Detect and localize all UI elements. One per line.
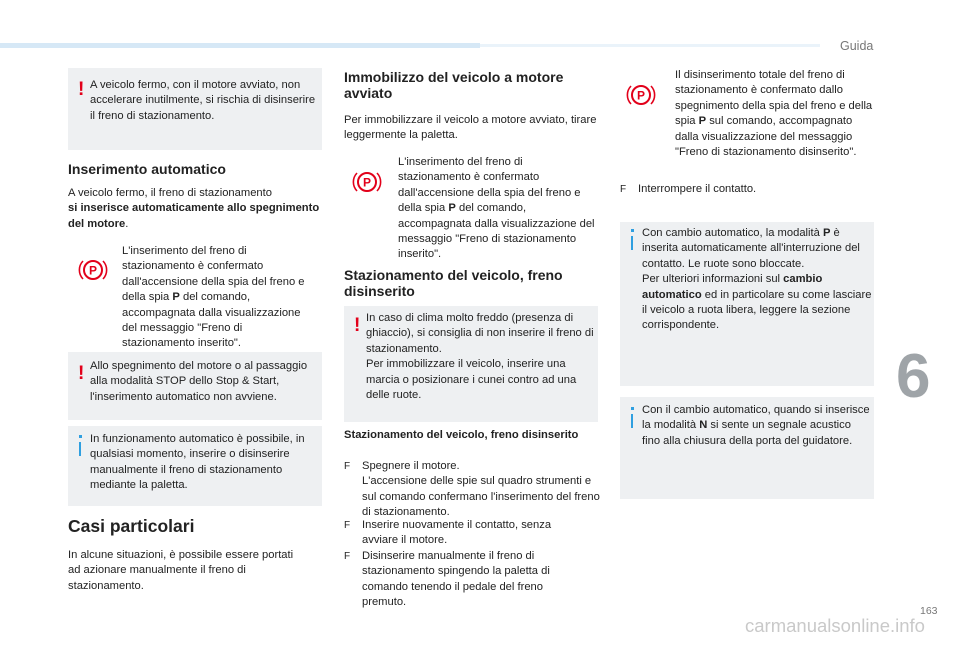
info-box-1: [68, 426, 322, 506]
subsection-title: Stazionamento del veicolo, freno disinserito: [344, 429, 579, 441]
section-label: Guida: [840, 39, 874, 53]
indicator-text-2: L'inserimento del freno di stazionamento è confermato dall'accensione della spia del freno e della spia P del comando, accompagnata dalla visualizzazione del messaggio "Freno di stazionamento inserito".: [398, 156, 595, 261]
info-icon-dot: [631, 229, 634, 232]
section-title-casi-particolari: Casi particolari: [68, 516, 195, 536]
warning-box-3: [344, 306, 598, 422]
exclamation-icon: !: [78, 363, 85, 384]
parking-brake-warning-icon: [78, 255, 108, 285]
header-accent-bar-light: [480, 44, 820, 47]
svg-text:P: P: [362, 175, 372, 190]
warning-box-2: [68, 352, 322, 420]
svg-text:P: P: [636, 88, 646, 103]
step-2: F Inserire nuovamente il contatto, senza avviare il motore.: [344, 518, 600, 549]
info-text-2: Con cambio automatico, la modalità P è inserita automaticamente all'interruzione del contatto. Le ruote sono bloccate. Per ulteriori informazioni sul cambio automatico ed in particolare su come lasciare il veicolo a ruota libera, leggere la sezione corrispondente.: [642, 227, 872, 332]
warning-text-1: A veicolo fermo, con il motore avviato, non accelerare inutilmente, si rischia di disinserire il freno di stazionamento.: [90, 79, 316, 122]
parking-brake-warning-icon: [626, 80, 656, 110]
bullet-marker: F: [344, 461, 351, 472]
step-3: F Disinserire manualmente il freno di stazionamento spingendo la paletta di comando tenendo il pedale del freno premuto.: [344, 549, 600, 611]
watermark: carmanualsonline.info: [745, 615, 925, 636]
section-title-immobilizzo: Immobilizzo del veicolo a motore avviato: [344, 69, 564, 101]
parking-brake-warning-icon: [352, 167, 382, 197]
warning-box-1: [68, 68, 322, 150]
warning-text-3: In caso di clima molto freddo (presenza di ghiaccio), si consiglia di non inserire il freno di stazionamento. Per immobilizzare il veicolo, inserire una marcia o posizionare i cunei contro ad una delle ruote.: [366, 312, 594, 402]
step-4: F Interrompere il contatto.: [620, 182, 874, 197]
info-text-3: Con il cambio automatico, quando si inserisce la modalità N si sente un segnale acustico fino alla chiusura della porta del guidatore.: [642, 404, 870, 447]
section1-lead: A veicolo fermo, il freno di stazionamento si inserisce automaticamente allo spegnimento del motore.: [68, 187, 320, 230]
info-box-2: [620, 222, 874, 386]
warning-text-2: Allo spegnimento del motore o al passaggio alla modalità STOP dello Stop & Start, l'inserimento automatico non avviene.: [90, 360, 308, 403]
info-icon-dot: [79, 435, 82, 438]
svg-text:P: P: [88, 263, 98, 278]
indicator-text-3: Il disinserimento totale del freno di stazionamento è confermato dallo spegnimento della spia del freno e della spia P sul comando, accompagnato dalla visualizzazione del messaggio "Freno di stazionamento disinserito".: [675, 69, 873, 159]
chapter-number: 6: [896, 342, 931, 411]
bullet-marker: F: [344, 520, 351, 531]
info-icon: [631, 236, 633, 250]
bullet-marker: F: [344, 551, 351, 562]
page-number: 163: [920, 605, 938, 617]
step-1: F Spegnere il motore. L'accensione delle spie sul quadro strumenti e sul comando confermano l'inserimento del freno di stazionamento.: [344, 459, 600, 521]
section-title-inserimento: Inserimento automatico: [68, 161, 226, 177]
info-icon: [631, 414, 633, 428]
header-accent-bar: [0, 43, 480, 48]
info-box-3: [620, 397, 874, 499]
exclamation-icon: !: [354, 315, 361, 336]
info-text-1: In funzionamento automatico è possibile, in qualsiasi momento, inserire o disinserire manualmente il freno di stazionamento mediante la paletta.: [90, 433, 305, 492]
section-title-stazionamento: Stazionamento del veicolo, freno disinserito: [344, 267, 563, 299]
exclamation-icon: !: [78, 79, 85, 100]
indicator-text-1: L'inserimento del freno di stazionamento è confermato dall'accensione della spia del freno e della spia P del comando, accompagnata dalla visualizzazione del messaggio "Freno di stazionamento inserito".: [122, 245, 305, 350]
info-icon: [79, 442, 81, 456]
section2-text: In alcune situazioni, è possibile essere portati ad azionare manualmente il freno di stazionamento.: [68, 549, 294, 592]
info-icon-dot: [631, 407, 634, 410]
section3-text: Per immobilizzare il veicolo a motore avviato, tirare leggermente la paletta.: [344, 114, 597, 142]
bullet-marker: F: [620, 184, 627, 195]
